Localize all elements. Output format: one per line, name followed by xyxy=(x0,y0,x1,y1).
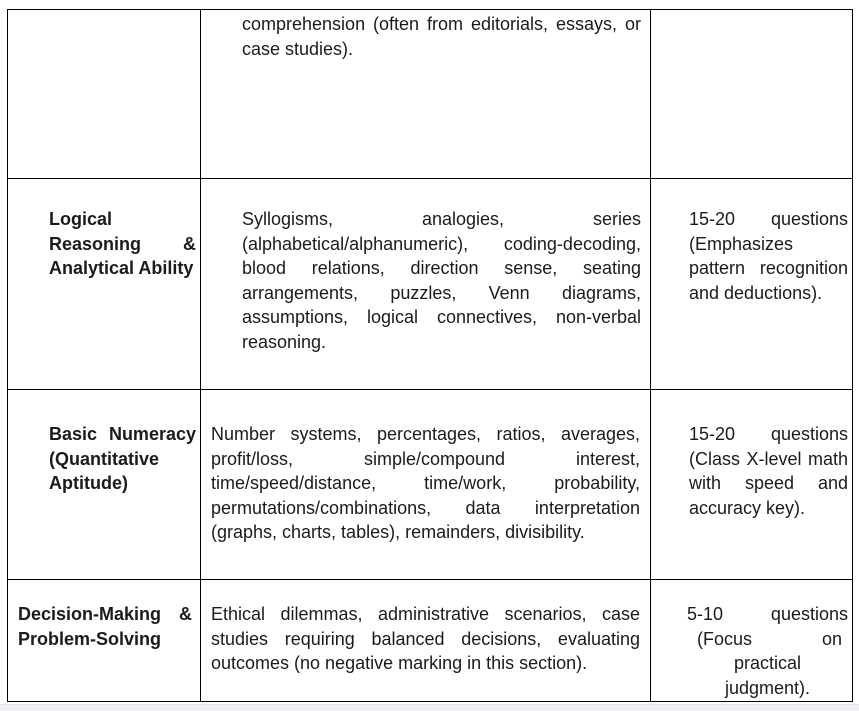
topics-text: Ethical dilemmas, administrative scenarios, case studies requiring balanced decisions, evaluating outcomes (no negative marking in this section). xyxy=(211,604,640,673)
topics-cell xyxy=(201,179,651,390)
questions-cell xyxy=(651,179,853,390)
questions-text: 15-20 questions (Class X-level math with speed and accuracy key). xyxy=(689,424,848,518)
topics-cell xyxy=(201,10,651,179)
topics-text: comprehension (often from editorials, essays, or case studies). xyxy=(242,14,641,59)
section-text: Logical Reasoning & Analytical Ability xyxy=(49,209,196,278)
questions-line: practical xyxy=(733,653,802,673)
topics-cell xyxy=(201,390,651,580)
topics-cell xyxy=(201,580,651,702)
page-bottom-margin xyxy=(0,704,859,711)
table-row xyxy=(8,390,853,580)
section-text: Decision-Making & Problem-Solving xyxy=(18,604,192,649)
topics-text: Number systems, percentages, ratios, averages, profit/loss, simple/compound interest, time/speed/distance, time/work, probability, permutations/combinations, data interpretation (graphs, charts, tables), remainders, divisibility. xyxy=(211,424,640,542)
section-text: Basic Numeracy (Quantitative Aptitude) xyxy=(49,424,196,493)
table-row xyxy=(8,10,853,179)
questions-line: 5-10 questions xyxy=(687,604,848,624)
questions-cell xyxy=(651,10,853,179)
topics-text: Syllogisms, analogies, series (alphabetical/alphanumeric), coding-decoding, blood relations, direction sense, seating arrangements, puzzles, Venn diagrams, assumptions, logical connectives, non-verbal reasoning. xyxy=(242,209,641,352)
section-cell xyxy=(8,179,201,390)
table-row xyxy=(8,580,853,702)
section-cell xyxy=(8,390,201,580)
questions-line: (Focus on xyxy=(697,628,842,649)
section-cell xyxy=(8,580,201,702)
section-cell xyxy=(8,10,201,179)
questions-text: 15-20 questions (Emphasizes pattern recognition and deductions). xyxy=(689,209,848,303)
questions-cell xyxy=(651,390,853,580)
questions-line: judgment). xyxy=(724,677,811,698)
questions-cell xyxy=(651,580,853,702)
exam-syllabus-table xyxy=(7,9,853,702)
table-row xyxy=(8,179,853,390)
